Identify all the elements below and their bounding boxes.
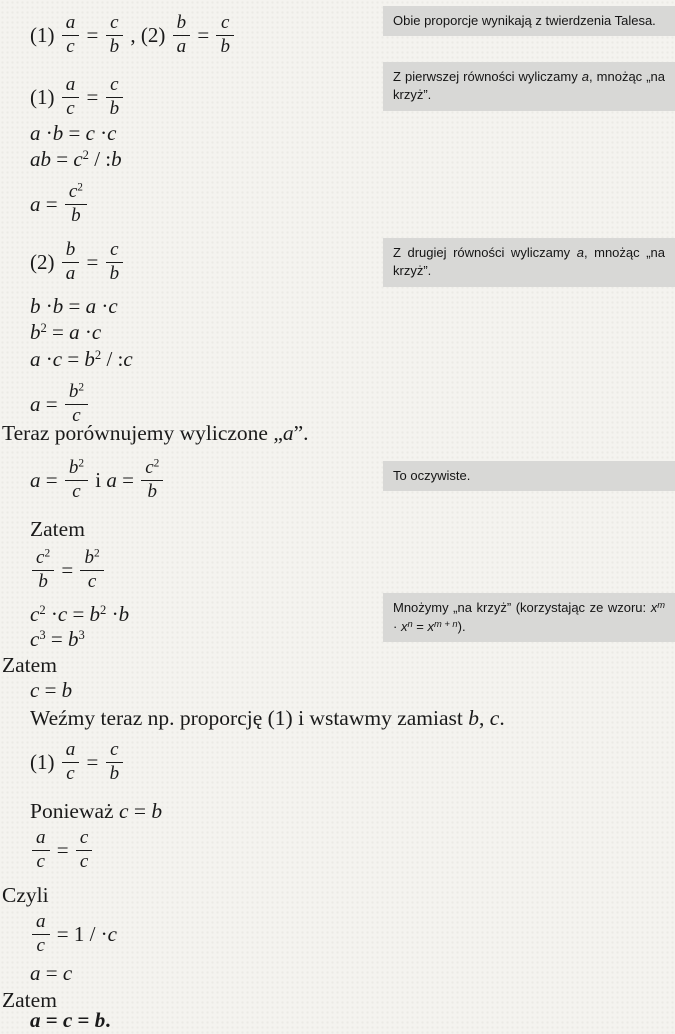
math-token: c [118,799,129,823]
math-token: · [40,294,53,318]
math-token: = [63,121,86,145]
math-token: · [40,121,53,145]
fraction-denominator [173,36,191,59]
equation-row [30,741,125,788]
math-token: = [51,838,74,863]
math-token: a [30,392,41,417]
fraction-denominator [80,571,103,594]
math-token: (1) [30,23,60,48]
math-token: c [220,12,230,33]
equation-row [30,347,133,371]
note-box [383,593,675,642]
math-token: (1) [30,750,60,775]
math-token: = [40,392,63,417]
math-token: c [57,602,68,626]
math-token: c [73,147,83,171]
superscript: 2 [40,321,47,336]
fraction-denominator [65,205,87,228]
fraction-numerator [106,239,124,263]
math-token: ). [457,618,466,634]
equation-row [30,678,72,702]
fraction [65,181,87,228]
math-token: x [427,618,434,634]
fraction-numerator [32,547,54,571]
superscript: n [407,618,413,629]
fraction [216,12,234,59]
note-box [383,238,675,287]
math-token: a [36,827,46,848]
math-token: b [30,294,41,318]
equation-row [30,549,106,596]
math-token: Z pierwszej równości wyliczamy [393,69,582,84]
superscript: 2 [82,148,89,163]
math-token: b [111,147,122,171]
math-token: b [89,602,101,626]
math-token: c [62,1008,73,1032]
math-token: ”. [293,421,309,445]
math-token: = [81,23,104,48]
math-token: c [110,12,119,33]
math-token: = [40,961,63,985]
math-token: ab [30,147,51,171]
math-token: a [65,12,76,33]
fraction [80,547,103,594]
math-token: b [38,570,48,592]
fraction-numerator [80,547,103,571]
fraction-denominator [62,36,80,59]
fraction-numerator [106,12,124,36]
superscript: 2 [100,603,107,618]
fraction-denominator [62,763,80,786]
math-token: a [106,468,117,493]
superscript: 3 [39,628,46,643]
math-token: a [65,262,76,284]
math-token: = [192,23,215,48]
math-token: a [36,911,46,932]
math-token: (1) [30,85,60,110]
fraction-denominator [62,263,80,286]
equation-row [30,913,117,960]
math-token: a [581,69,590,84]
math-token: b [151,799,163,823]
math-token: = [62,347,85,371]
math-token: = [39,678,62,702]
math-token: x [400,618,408,634]
math-token: i [90,468,107,493]
equation-row [30,147,122,171]
fraction-numerator [62,739,80,763]
superscript: 2 [153,457,160,470]
math-token: c [145,457,154,478]
math-token: c [108,294,118,318]
math-token: c [79,827,89,848]
equation-row [30,627,85,651]
fraction-numerator [106,739,124,763]
math-token: = [56,558,79,583]
math-token: a [85,294,97,318]
math-token: . [499,706,505,730]
fraction-numerator [65,381,88,405]
math-token: b [84,547,94,568]
equation-row [30,121,117,145]
math-token: / : [88,147,112,171]
math-token: c [30,602,40,626]
math-token: c [110,739,119,760]
math-token: , mnożąc „na krzyż”. [393,245,665,279]
math-token: · [45,602,58,626]
math-token: b [109,97,120,119]
math-token: · [393,618,401,634]
math-token: c [36,934,45,956]
math-token: b [118,602,130,626]
fraction [32,911,50,958]
text-row [30,706,505,731]
math-token: c [36,547,45,568]
math-token: · [94,121,108,145]
math-token: c [72,404,81,426]
fraction-denominator [106,36,124,59]
math-token: = [116,468,140,493]
math-token: c [36,850,45,872]
math-token: , (2) [125,23,171,48]
math-token: a [30,347,41,371]
fraction [32,547,54,594]
math-token: · [40,347,53,371]
fraction [141,457,163,504]
superscript: m + n [433,618,458,629]
math-token: c [66,762,75,784]
fraction-numerator [32,827,50,851]
superscript: 2 [77,181,83,194]
superscript: 2 [94,348,102,363]
math-token: c [107,922,117,947]
math-token: Czyli [2,883,49,907]
math-token: Obie proporcje wynikają z twierdzenia Talesa. [393,13,656,28]
math-token: = 1 / · [51,922,108,947]
superscript: 2 [78,381,85,394]
math-token: b [52,121,64,145]
math-token: c [79,850,89,872]
math-token: a [30,121,41,145]
math-token: Weźmy teraz np. proporcję (1) i wstawmy zamiast [30,706,469,730]
math-token: b [68,381,79,402]
math-token: b [65,239,76,260]
fraction [106,74,124,121]
fraction [106,12,124,59]
math-token: b [67,627,79,651]
fraction-denominator [32,571,54,594]
math-token: b [147,480,158,502]
math-token: Z drugiej równości wyliczamy [393,245,577,260]
equation-row [30,76,125,123]
math-token: Mnożymy „na krzyż” (korzystając ze wzoru: [393,600,651,616]
math-token: . [105,1008,111,1032]
math-token: = [51,147,74,171]
fraction-numerator [32,911,50,935]
fraction-numerator [141,457,163,481]
math-token: c [30,627,40,651]
fraction [173,12,191,59]
math-token: · [106,602,119,626]
math-token: Ponieważ [30,799,119,823]
fraction-numerator [62,239,80,263]
math-token: c [68,181,78,202]
text-row [2,883,49,908]
math-token: To oczywiste. [393,468,471,483]
math-token: Teraz porównujemy wyliczone „ [2,421,283,445]
equation-row [30,294,118,318]
superscript: 2 [93,547,100,560]
math-token: = [81,250,104,275]
math-token: a [176,35,187,57]
math-token: c [66,35,75,57]
math-token: · [96,294,109,318]
superscript: 3 [78,628,85,643]
fraction [62,12,80,59]
fraction-numerator [173,12,191,36]
math-token: = [128,799,152,823]
math-token: = [45,627,68,651]
math-token: a [282,421,294,445]
math-token: b [109,262,120,284]
math-token: Zatem [30,517,85,541]
fraction-denominator [141,481,163,504]
math-token: / : [101,347,124,371]
math-token: a [30,1008,41,1032]
math-token: b [30,320,41,344]
note-box [383,6,675,36]
math-token: = [72,1008,95,1032]
math-token: = [46,320,70,344]
math-token: b [52,294,64,318]
math-token: c [107,121,117,145]
fraction-numerator [216,12,234,36]
math-token: a [65,739,76,760]
equation-row [30,183,89,230]
math-token: b [61,678,73,702]
equation-row [30,241,125,288]
fraction-numerator [62,12,80,36]
text-row [30,799,162,824]
math-token: c [110,239,119,260]
math-token: a [30,468,41,493]
fraction [76,827,92,874]
fraction-denominator [62,98,80,121]
math-token: a [30,192,41,217]
equation-row [30,459,165,506]
math-token: Zatem [2,653,57,677]
text-row [2,653,57,678]
fraction-denominator [216,36,234,59]
equation-row [30,961,72,985]
math-token: = [412,618,428,634]
math-token: c [87,570,97,592]
text-row [30,517,85,542]
math-token: b [176,12,187,33]
math-token: c [52,347,63,371]
math-token: a [576,245,584,260]
math-token: c [30,678,40,702]
superscript: 2 [78,457,85,470]
fraction [62,239,80,286]
fraction-numerator [76,827,92,851]
math-token: = [67,602,90,626]
equation-row [30,320,101,344]
math-token: b [220,35,230,57]
fraction-numerator [62,74,80,98]
math-token: b [94,1008,106,1032]
fraction [106,239,124,286]
math-token: c [110,74,119,95]
fraction-denominator [106,98,124,121]
fraction [62,74,80,121]
fraction-denominator [32,851,50,874]
math-token: c [123,347,133,371]
math-token: = [63,294,86,318]
fraction-numerator [65,457,88,481]
fraction-numerator [65,181,87,205]
math-token: c [62,961,73,985]
fraction-numerator [106,74,124,98]
math-token: b [68,457,79,478]
fraction [106,739,124,786]
math-token: b [84,347,95,371]
fraction-denominator [76,851,92,874]
math-token: , [479,706,490,730]
equation-row [30,14,236,61]
note-box [383,461,675,491]
math-token: , mnożąc „na krzyż”. [393,69,665,103]
math-token: b [71,204,81,226]
fraction-denominator [65,481,88,504]
superscript: 2 [39,603,46,618]
math-token: = [81,85,104,110]
math-token: a [69,320,80,344]
math-token: b [109,762,120,784]
fraction-denominator [32,935,50,958]
math-token: b [109,35,120,57]
equation-row [30,829,94,876]
math-token: c [66,97,75,119]
note-box [383,62,675,111]
math-token: = [81,750,104,775]
fraction-denominator [106,763,124,786]
math-token: c [489,706,500,730]
text-row [2,421,309,446]
superscript: 2 [44,547,51,560]
fraction [65,457,88,504]
math-token: a [30,961,41,985]
math-token: Zatem [2,988,57,1012]
math-token: = [40,192,63,217]
math-token: (2) [30,250,60,275]
math-token: b [468,706,480,730]
fraction [62,739,80,786]
equation-row [30,602,129,626]
math-token: = [40,1008,63,1032]
fraction [32,827,50,874]
superscript: m [657,600,665,610]
math-token: c [91,320,102,344]
math-token: a [65,74,76,95]
fraction-denominator [106,263,124,286]
math-token: c [85,121,95,145]
math-token: = [40,468,63,493]
math-token: x [650,600,658,616]
equation-row [30,1008,111,1032]
math-token: · [79,320,92,344]
math-token: c [72,480,81,502]
